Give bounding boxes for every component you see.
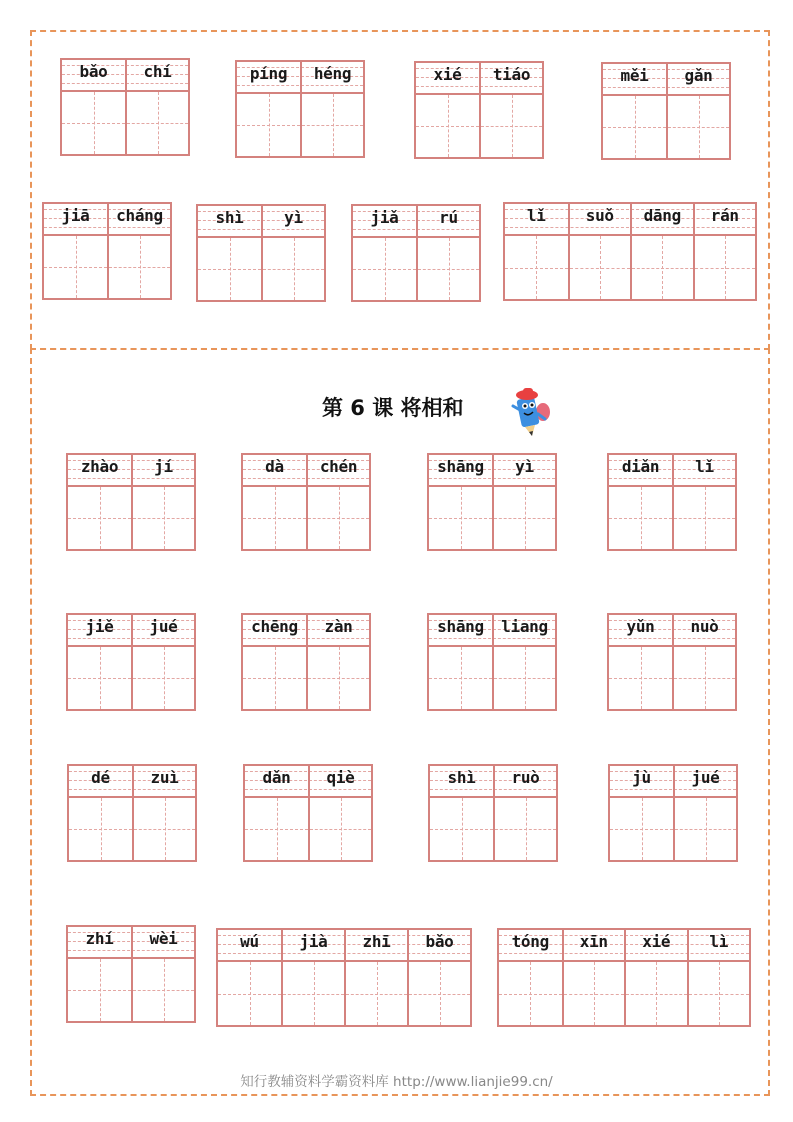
character-cell[interactable] [693, 204, 756, 299]
character-cell[interactable] [624, 930, 687, 1025]
tianzige-horizontal-guide [69, 829, 132, 830]
pinyin-syllable: yǔn [626, 617, 655, 636]
character-cell[interactable] [407, 930, 470, 1025]
pinyin-syllable: dé [91, 768, 110, 787]
tianzige-horizontal-guide [429, 518, 492, 519]
word-grid [216, 928, 472, 1027]
tianzige-horizontal-guide [626, 994, 687, 995]
character-cell[interactable] [430, 766, 493, 860]
tianzige-horizontal-guide [68, 518, 131, 519]
word-grid [351, 204, 481, 302]
character-cell[interactable] [281, 930, 344, 1025]
pinyin-syllable: qiè [326, 768, 355, 787]
pinyin-syllable: bǎo [425, 932, 454, 951]
character-cell[interactable] [429, 615, 492, 709]
tianzige-horizontal-guide [109, 267, 170, 268]
tianzige-horizontal-guide [263, 269, 324, 270]
character-cell[interactable] [672, 455, 735, 549]
pinyin-syllable: zhào [80, 457, 119, 476]
pinyin-syllable: jí [154, 457, 173, 476]
tianzige-horizontal-guide [283, 994, 344, 995]
character-cell[interactable] [673, 766, 736, 860]
tianzige-horizontal-guide [610, 829, 673, 830]
pinyin-syllable: nuò [690, 617, 719, 636]
tianzige-horizontal-guide [603, 127, 666, 128]
tianzige-horizontal-guide [62, 123, 125, 124]
tianzige-horizontal-guide [133, 678, 194, 679]
tianzige-horizontal-guide [308, 678, 369, 679]
tianzige-horizontal-guide [218, 994, 281, 995]
pinyin-syllable: xié [433, 65, 462, 84]
character-cell[interactable] [603, 64, 666, 158]
character-cell[interactable] [125, 60, 188, 154]
pinyin-syllable: tiáo [492, 65, 531, 84]
word-grid [66, 613, 196, 711]
character-cell[interactable] [243, 615, 306, 709]
pinyin-syllable: dǎn [262, 768, 291, 787]
character-cell[interactable] [416, 206, 479, 300]
tianzige-horizontal-guide [695, 268, 756, 269]
pinyin-syllable: gǎn [684, 66, 713, 85]
character-cell[interactable] [69, 766, 132, 860]
tianzige-horizontal-guide [308, 518, 369, 519]
character-cell[interactable] [131, 455, 194, 549]
tianzige-horizontal-guide [675, 829, 736, 830]
character-cell[interactable] [306, 615, 369, 709]
word-grid [427, 453, 557, 551]
tianzige-horizontal-guide [689, 994, 750, 995]
character-cell[interactable] [237, 62, 300, 156]
pinyin-syllable: jiǎ [370, 208, 399, 227]
word-grid [60, 58, 190, 156]
tianzige-horizontal-guide [243, 678, 306, 679]
pinyin-syllable: jiā [61, 206, 90, 225]
pinyin-syllable: zhí [85, 929, 114, 948]
tianzige-horizontal-guide [674, 678, 735, 679]
word-grid [243, 764, 373, 862]
word-grid [235, 60, 365, 158]
character-cell[interactable] [479, 63, 542, 157]
character-cell[interactable] [505, 204, 568, 299]
pinyin-syllable: jiě [85, 617, 114, 636]
tianzige-horizontal-guide [245, 829, 308, 830]
tianzige-horizontal-guide [499, 994, 562, 995]
tianzige-horizontal-guide [133, 990, 194, 991]
tianzige-horizontal-guide [134, 829, 195, 830]
pinyin-syllable: zàn [324, 617, 353, 636]
tianzige-horizontal-guide [430, 829, 493, 830]
word-grid [66, 925, 196, 1023]
tianzige-horizontal-guide [495, 829, 556, 830]
character-cell[interactable] [107, 204, 170, 298]
character-cell[interactable] [666, 64, 729, 158]
character-cell[interactable] [492, 455, 555, 549]
pinyin-syllable: chí [143, 62, 172, 81]
tianzige-horizontal-guide [198, 269, 261, 270]
character-cell[interactable] [132, 766, 195, 860]
character-cell[interactable] [499, 930, 562, 1025]
pinyin-syllable: chén [319, 457, 358, 476]
pinyin-syllable: shāng [437, 617, 484, 636]
word-grid [601, 62, 731, 160]
pinyin-syllable: píng [249, 64, 288, 83]
word-grid [607, 453, 737, 551]
character-cell[interactable] [308, 766, 371, 860]
tianzige-horizontal-guide [609, 518, 672, 519]
pinyin-syllable: rú [439, 208, 458, 227]
pinyin-syllable: lǐ [695, 457, 714, 476]
word-grid [497, 928, 751, 1027]
character-cell[interactable] [492, 615, 555, 709]
character-cell[interactable] [353, 206, 416, 300]
tianzige-horizontal-guide [44, 267, 107, 268]
tianzige-horizontal-guide [418, 269, 479, 270]
tianzige-horizontal-guide [668, 127, 729, 128]
word-grid [66, 453, 196, 551]
tianzige-horizontal-guide [127, 123, 188, 124]
pinyin-syllable: shāng [437, 457, 484, 476]
pinyin-syllable: cháng [116, 206, 163, 225]
character-cell[interactable] [306, 455, 369, 549]
pinyin-syllable: shì [215, 208, 244, 227]
pinyin-syllable: xīn [579, 932, 608, 951]
character-cell[interactable] [610, 766, 673, 860]
tianzige-horizontal-guide [481, 126, 542, 127]
pinyin-syllable: dāng [643, 206, 681, 225]
pinyin-syllable: lǐ [526, 206, 546, 225]
word-grid [241, 613, 371, 711]
pinyin-syllable: zhī [362, 932, 391, 951]
pinyin-syllable: zuì [150, 768, 179, 787]
tianzige-horizontal-guide [353, 269, 416, 270]
pinyin-syllable: dà [265, 457, 284, 476]
pinyin-syllable: xié [642, 932, 671, 951]
character-cell[interactable] [245, 766, 308, 860]
pinyin-syllable: ruò [511, 768, 540, 787]
word-grid [503, 202, 757, 301]
footer-watermark: 知行教辅资料学霸资料库 http://www.lianjie99.cn/ [240, 1074, 553, 1090]
tianzige-horizontal-guide [564, 994, 625, 995]
word-grid [196, 204, 326, 302]
tianzige-horizontal-guide [310, 829, 371, 830]
tianzige-horizontal-guide [494, 518, 555, 519]
pinyin-syllable: bǎo [79, 62, 108, 81]
word-grid [608, 764, 738, 862]
pinyin-syllable: shì [447, 768, 476, 787]
tianzige-horizontal-guide [494, 678, 555, 679]
word-grid [607, 613, 737, 711]
character-cell[interactable] [68, 927, 131, 1021]
pinyin-syllable: měi [620, 66, 649, 85]
word-grid [427, 613, 557, 711]
tianzige-horizontal-guide [68, 990, 131, 991]
word-grid [414, 61, 544, 159]
character-cell[interactable] [198, 206, 261, 300]
pinyin-syllable: suǒ [585, 206, 614, 225]
word-grid [241, 453, 371, 551]
tianzige-horizontal-guide [346, 994, 407, 995]
character-cell[interactable] [672, 615, 735, 709]
character-cell[interactable] [261, 206, 324, 300]
pinyin-syllable: lì [709, 932, 729, 951]
tianzige-horizontal-guide [632, 268, 693, 269]
character-cell[interactable] [609, 615, 672, 709]
lesson-title: 第 6 课 将相和 [322, 396, 464, 420]
character-cell[interactable] [243, 455, 306, 549]
tianzige-horizontal-guide [133, 518, 194, 519]
character-cell[interactable] [68, 455, 131, 549]
pinyin-syllable: wèi [149, 929, 178, 948]
tianzige-horizontal-guide [416, 126, 479, 127]
character-cell[interactable] [44, 204, 107, 298]
pinyin-syllable: diǎn [621, 457, 660, 476]
word-grid [67, 764, 197, 862]
pinyin-syllable: chēng [251, 617, 298, 636]
character-cell[interactable] [493, 766, 556, 860]
tianzige-horizontal-guide [302, 125, 363, 126]
tianzige-horizontal-guide [609, 678, 672, 679]
pinyin-syllable: yì [284, 208, 303, 227]
pinyin-syllable: tóng [511, 932, 549, 951]
pinyin-syllable: yì [515, 457, 534, 476]
character-cell[interactable] [218, 930, 281, 1025]
pinyin-syllable: jù [632, 768, 651, 787]
pinyin-syllable: wú [240, 932, 259, 951]
pinyin-syllable: rán [710, 206, 739, 225]
pinyin-syllable: jué [691, 768, 720, 787]
word-grid [428, 764, 558, 862]
character-cell[interactable] [131, 615, 194, 709]
tianzige-horizontal-guide [429, 678, 492, 679]
tianzige-horizontal-guide [243, 518, 306, 519]
tianzige-horizontal-guide [505, 268, 568, 269]
tianzige-horizontal-guide [674, 518, 735, 519]
character-cell[interactable] [344, 930, 407, 1025]
character-cell[interactable] [62, 60, 125, 154]
character-cell[interactable] [416, 63, 479, 157]
pencil-mascot-icon [505, 384, 561, 440]
character-cell[interactable] [687, 930, 750, 1025]
character-cell[interactable] [68, 615, 131, 709]
tianzige-horizontal-guide [68, 678, 131, 679]
character-cell[interactable] [131, 927, 194, 1021]
pinyin-syllable: liang [501, 617, 548, 636]
character-cell[interactable] [300, 62, 363, 156]
pinyin-syllable: héng [313, 64, 352, 83]
character-cell[interactable] [429, 455, 492, 549]
pinyin-syllable: jià [299, 932, 328, 951]
word-grid [42, 202, 172, 300]
tianzige-horizontal-guide [237, 125, 300, 126]
character-cell[interactable] [568, 204, 631, 299]
tianzige-horizontal-guide [409, 994, 470, 995]
tianzige-horizontal-guide [570, 268, 631, 269]
pinyin-syllable: jué [149, 617, 178, 636]
character-cell[interactable] [609, 455, 672, 549]
character-cell[interactable] [630, 204, 693, 299]
character-cell[interactable] [562, 930, 625, 1025]
